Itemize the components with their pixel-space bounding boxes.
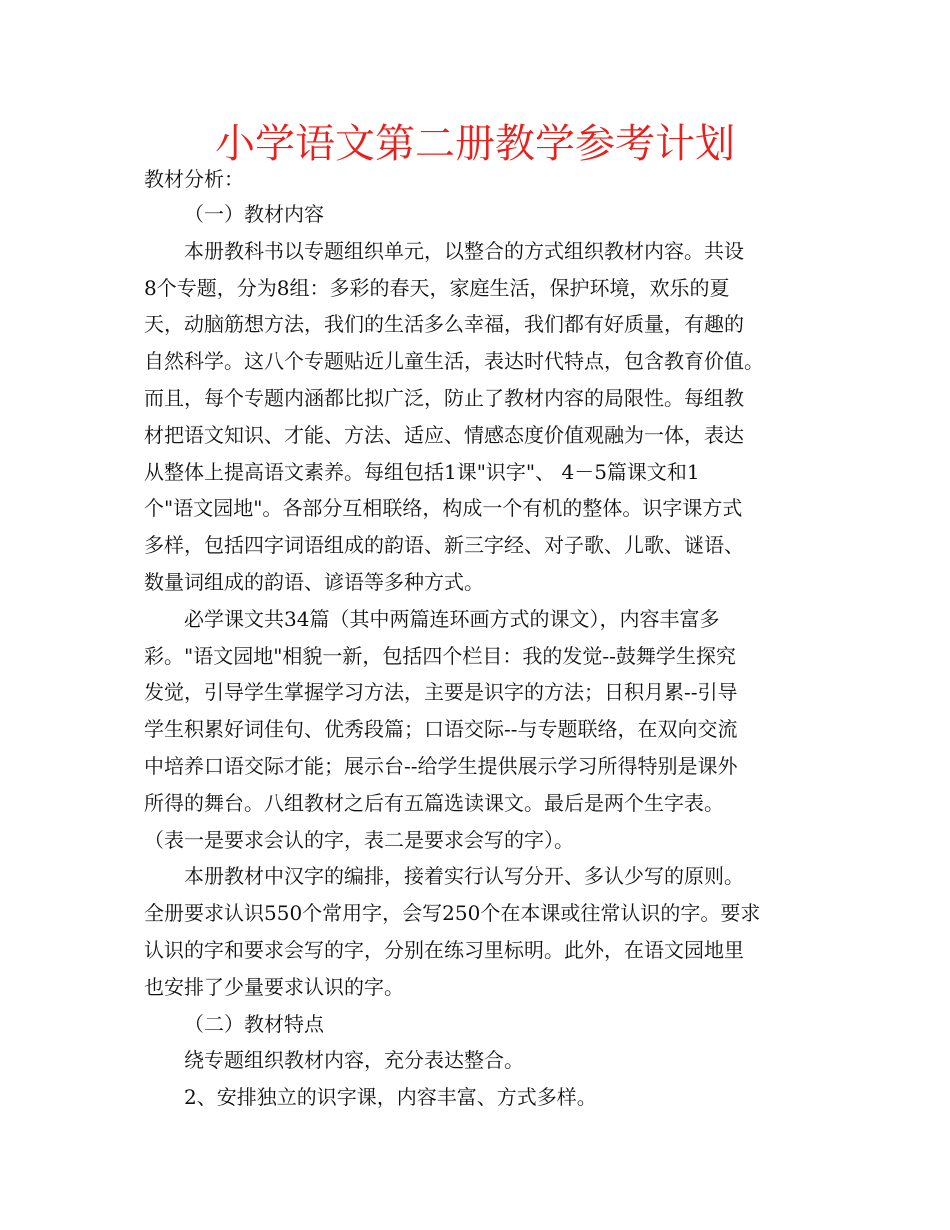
paragraph-line: 全册要求认识550个常用字，会写250个在本课或往常认识的字。要求 (144, 901, 761, 926)
paragraph-line: 从整体上提高语文素养。每组包括1课"识字"、 4－5篇课文和1 (144, 459, 700, 484)
paragraph-line: 认识的字和要求会写的字，分别在练习里标明。此外，在语文园地里 (144, 937, 744, 962)
paragraph-line: 8个专题，分为8组：多彩的春天，家庭生活，保护环境，欢乐的夏 (144, 275, 730, 300)
paragraph-line: 所得的舞台。八组教材之后有五篇选读课文。最后是两个生字表。 (144, 790, 724, 815)
paragraph-line: （表一是要求会认的字，表二是要求会写的字）。 (144, 827, 574, 852)
document-body (144, 162, 824, 1116)
paragraph-line: 必学课文共34篇（其中两篇连环画方式的课文），内容丰富多 (184, 606, 720, 631)
paragraph-line: 材把语文知识、才能、方法、适应、情感态度价值观融为一体，表达 (144, 422, 744, 447)
paragraph-line: 也安排了少量要求认识的字。 (144, 974, 404, 999)
paragraph-line: 发觉，引导学生掌握学习方法，主要是识字的方法；日积月累--引导 (144, 680, 738, 705)
paragraph-line: 而且，每个专题内涵都比拟广泛，防止了教材内容的局限性。每组教 (144, 385, 744, 410)
paragraph-line: 中培养口语交际才能；展示台--给学生提供展示学习所得特别是课外 (144, 753, 738, 778)
paragraph-line: 学生积累好词佳句、优秀段篇；口语交际--与专题联络，在双向交流 (144, 717, 738, 742)
paragraph-line: 多样，包括四字词语组成的韵语、新三字经、对子歌、儿歌、谜语、 (144, 533, 744, 558)
section-label-material-analysis: 教材分析： (144, 167, 244, 191)
paragraph-line: 天，动脑筋想方法，我们的生活多么幸福，我们都有好质量，有趣的 (144, 312, 744, 337)
paragraph-line: 彩。"语文园地"相貌一新，包括四个栏目：我的发觉--鼓舞学生探究 (144, 643, 736, 668)
paragraph-line: 数量词组成的韵语、谚语等多种方式。 (144, 569, 484, 594)
paragraph-line: 2、安排独立的识字课，内容丰富、方式多样。 (184, 1085, 597, 1110)
document-title: 小学语文第二册教学参考计划 (215, 121, 735, 167)
subsection-heading-features: （二）教材特点 (184, 1011, 324, 1036)
paragraph-line: 本册教科书以专题组织单元，以整合的方式组织教材内容。共设 (184, 238, 744, 263)
paragraph-line: 自然科学。这八个专题贴近儿童生活，表达时代特点，包含教育价值。 (144, 349, 764, 374)
subsection-heading-content: （一）教材内容 (184, 202, 324, 226)
paragraph-line: 个"语文园地"。各部分互相联络，构成一个有机的整体。识字课方式 (144, 496, 743, 521)
paragraph-line: 绕专题组织教材内容，充分表达整合。 (184, 1048, 524, 1073)
paragraph-line: 本册教材中汉字的编排，接着实行认写分开、多认少写的原则。 (184, 864, 744, 889)
